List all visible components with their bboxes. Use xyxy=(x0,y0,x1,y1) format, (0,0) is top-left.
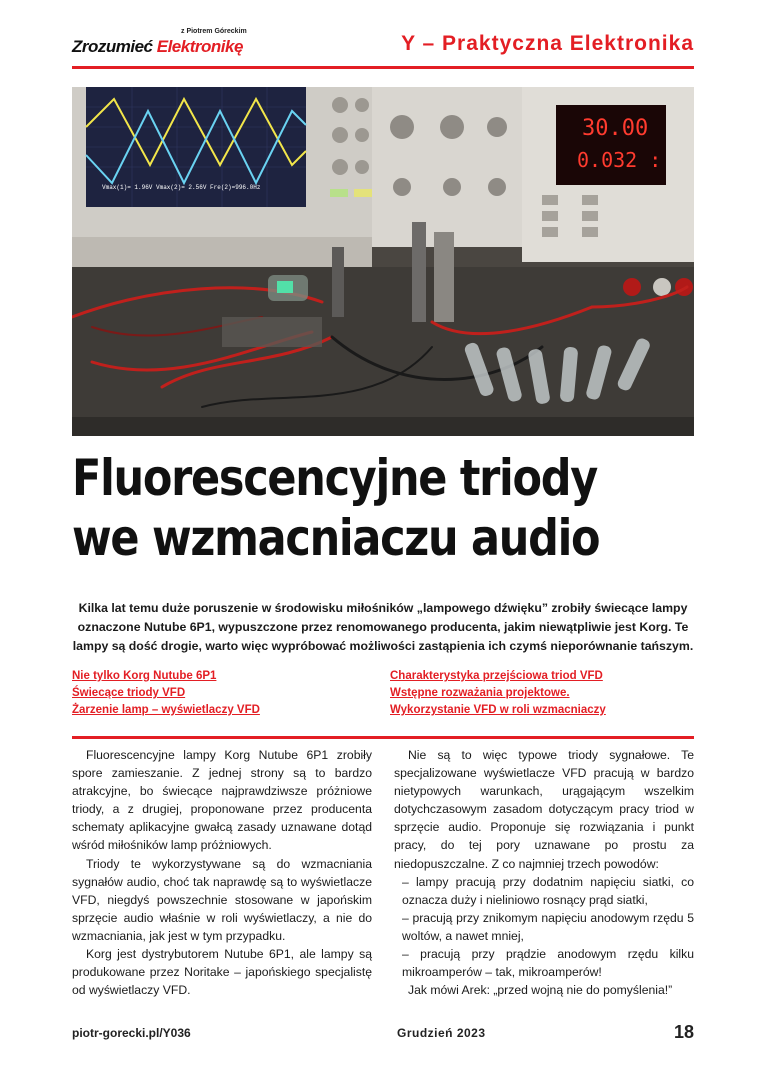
body-paragraph: Nie są to więc typowe triody sygnałowe. Te specjalizowane wyświetlacze VFD pracują w bardzo nietypowych warunkach, urągającym wszelkim dotychczasowym zasadom dotyczącym pracy triod w sprzęcie audio. Proponuje się rozwiązania i punkt pracy, do tej pory uznawane po prostu za niedopuszczalne. Z co najmniej trzech powodów: xyxy=(394,748,694,871)
footer-issue-date: Grudzień 2023 xyxy=(397,1026,486,1040)
toc-link-vfd-amplifiers[interactable]: Wykorzystanie VFD w roli wzmacniaczy xyxy=(390,704,606,716)
toc-link-glowing-triodes[interactable]: Świecące triody VFD xyxy=(72,687,186,699)
article-headline xyxy=(72,448,607,568)
magazine-logo[interactable] xyxy=(72,28,282,62)
headline-line-2: we wzmacniaczu audio xyxy=(72,509,600,567)
article-lead: Kilka lat temu duże poruszenie w środowisku miłośników „lampowego dźwięku” zrobiły świecące lampy oznaczone Nutube 6P1, wypuszczone przez renomowanego producenta, jakim niewątpliwie jest Korg. Te lampy są dość drogie, warto więc wypróbować możliwości zastąpienia ich czymś nieporównanie tańszym. xyxy=(72,601,694,653)
toc-link-design-considerations[interactable]: Wstępne rozważania projektowe. xyxy=(390,687,570,699)
display-current: 0.032 : xyxy=(577,148,662,172)
body-column-left xyxy=(72,746,372,999)
toc-link-heating[interactable]: Żarzenie lamp – wyświetlaczy VFD xyxy=(72,704,260,716)
display-voltage: 30.00 xyxy=(582,116,649,141)
toc-link-nutube[interactable]: Nie tylko Korg Nutube 6P1 xyxy=(72,670,217,682)
scope-status-readout: Vmax(1)= 1.96V Vmax(2)= 2.56V Fre(2)=996.0Hz xyxy=(102,184,261,191)
header-rule xyxy=(72,66,694,69)
toc-left-column xyxy=(72,668,260,719)
logo-word-1: Zrozumieć xyxy=(72,37,157,56)
body-paragraph: Triody te wykorzystywane są do wzmacniania sygnałów audio, choć tak naprawdę są to wyświetlacze VFD, niegdyś powszechnie stosowane w japońskim sprzęcie audio właśnie w roli wyświetlaczy, a nie do wzmacniania, jak jest w tym przypadku. xyxy=(72,856,372,943)
footer-url-link[interactable]: piotr-gorecki.pl/Y036 xyxy=(72,1026,191,1040)
body-paragraph: Korg jest dystrybutorem Nutube 6P1, ale lampy są produkowane przez Noritake – japońskiego specjalistę od wyświetlaczy VFD. xyxy=(72,947,372,998)
section-rule xyxy=(72,736,694,739)
body-paragraph: Jak mówi Arek: „przed wojną nie do pomyślenia!” xyxy=(408,983,673,998)
bullet-point: – lampy pracują przy dodatnim napięciu siatki, co oznacza duży i nieliniowo rosnący prąd siatki, xyxy=(402,874,694,907)
body-column-right xyxy=(394,746,694,999)
lab-bench-illustration xyxy=(72,87,694,436)
toc-right-column xyxy=(390,668,606,719)
page-header xyxy=(72,22,694,66)
page-number: 18 xyxy=(673,1022,694,1042)
body-paragraph: Fluorescencyjne lampy Korg Nutube 6P1 zrobiły spore zamieszanie. Z jednej strony są to bardzo atrakcyjne, bo świecące najprawdziwsze próżniowe triody, a z drugiej, proponowane przez producenta schematy aplikacyjne gwałcą zasady uznawane dotąd wśród miłośników lamp próżniowych. xyxy=(72,748,372,853)
headline-line-1: Fluorescencyjne triody xyxy=(72,449,597,507)
section-title: Y – Praktyczna Elektronika xyxy=(401,32,694,55)
hero-photo xyxy=(72,87,694,436)
logo-wordmark xyxy=(72,37,243,57)
bullet-point: – pracują przy znikomym napięciu anodowym rzędu 5 woltów, a nawet mniej, xyxy=(402,910,694,943)
logo-word-2: Elektronikę xyxy=(156,37,243,56)
page-footer xyxy=(72,1022,694,1046)
logo-subtitle: z Piotrem Góreckim xyxy=(181,28,247,35)
bullet-point: – pracują przy prądzie anodowym rzędu kilku mikroamperów – tak, mikroamperów! xyxy=(402,947,694,980)
toc-link-transfer-characteristic[interactable]: Charakterystyka przejściowa triod VFD xyxy=(390,670,603,682)
